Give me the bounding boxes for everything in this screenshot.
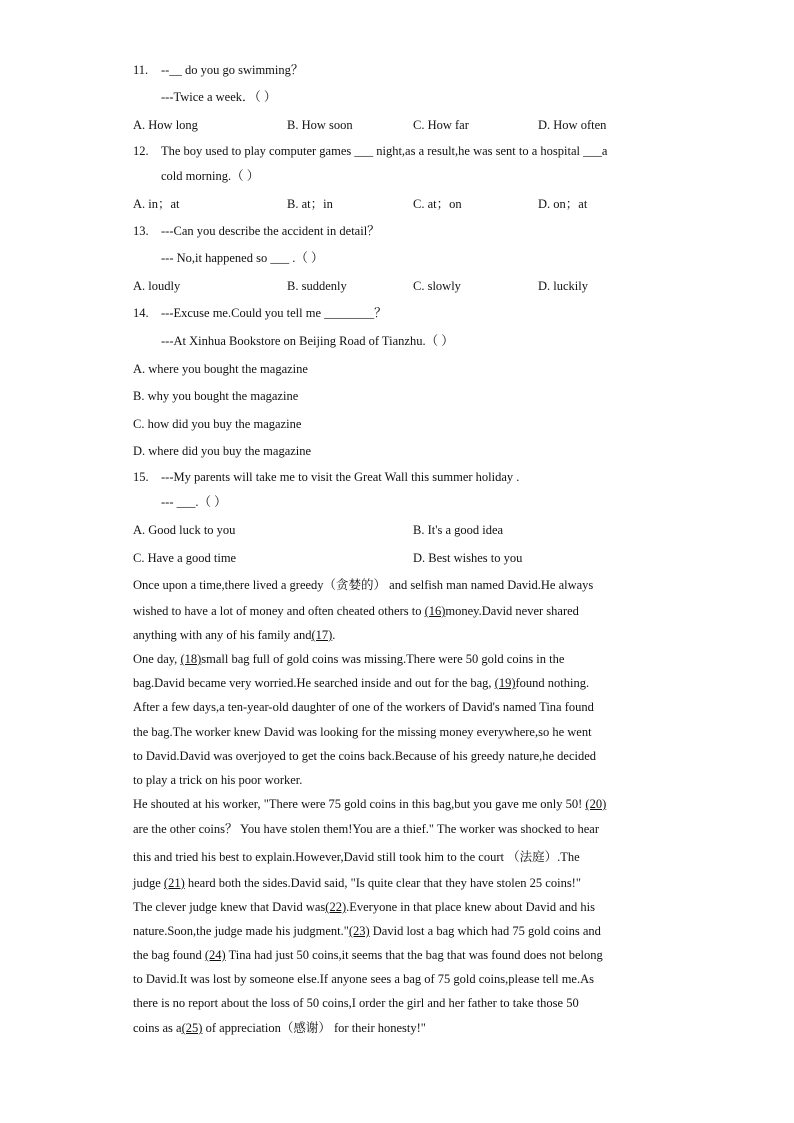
question-13-option-d[interactable]: D. luckily <box>538 279 588 293</box>
question-14-option-d[interactable]: D. where did you buy the magazine <box>133 444 312 458</box>
question-11-option-b[interactable]: B. How soon <box>287 118 353 132</box>
passage-line: nature.Soon,the judge made his judgment."(23) David lost a bag which had 75 gold coins and <box>133 924 601 938</box>
passage-line: to play a trick on his poor worker. <box>133 773 303 787</box>
question-11-option-d[interactable]: D. How often <box>538 118 607 132</box>
question-13-option-b[interactable]: B. suddenly <box>287 279 347 293</box>
passage-line: After a few days,a ten-year-old daughter of one of the workers of David's named Tina found <box>133 700 594 714</box>
passage-line: the bag found (24) Tina had just 50 coins,it seems that the bag that was found does not belong <box>133 948 603 962</box>
blank-22: (22) <box>325 900 347 914</box>
question-15-stem: ---My parents will take me to visit the Great Wall this summer holiday . <box>161 470 520 484</box>
question-12-option-a[interactable]: A. in；at <box>133 197 180 211</box>
question-15-reply: --- ___.（ ） <box>161 495 227 509</box>
blank-20: (20) <box>585 797 607 811</box>
question-13-option-a[interactable]: A. loudly <box>133 279 181 293</box>
blank-18: (18) <box>180 652 202 666</box>
passage-line: are the other coins？ You have stolen them!You are a thief." The worker was shocked to hear <box>133 822 599 836</box>
blank-17: (17) <box>311 628 333 642</box>
question-14-reply: ---At Xinhua Bookstore on Beijing Road of Tianzhu.（ ） <box>161 334 454 348</box>
passage-line: coins as a(25) of appreciation（感谢） for their honesty!" <box>133 1021 426 1035</box>
passage-line: judge (21) heard both the sides.David said, "Is quite clear that they have stolen 25 coins!" <box>133 876 581 890</box>
question-13-option-c[interactable]: C. slowly <box>413 279 461 293</box>
question-11-option-a[interactable]: A. How long <box>133 118 198 132</box>
question-15-number: 15. <box>133 470 149 484</box>
passage-line: this and tried his best to explain.However,David still took him to the court （法庭）.The <box>133 850 580 864</box>
question-12-option-b[interactable]: B. at；in <box>287 197 333 211</box>
passage-line: there is no report about the loss of 50 coins,I order the girl and her father to take those 50 <box>133 996 579 1010</box>
question-11-number: 11. <box>133 63 149 77</box>
question-15-option-d[interactable]: D. Best wishes to you <box>413 551 523 565</box>
passage-line: the bag.The worker knew David was looking for the missing money everywhere,so he went <box>133 725 592 739</box>
blank-16: (16) <box>424 604 446 618</box>
question-14-option-c[interactable]: C. how did you buy the magazine <box>133 417 302 431</box>
passage-line: He shouted at his worker, "There were 75 gold coins in this bag,but you gave me only 50! (20) <box>133 797 607 811</box>
question-15-option-a[interactable]: A. Good luck to you <box>133 523 236 537</box>
question-15-option-b[interactable]: B. It's a good idea <box>413 523 504 537</box>
question-14-option-a[interactable]: A. where you bought the magazine <box>133 362 308 376</box>
blank-23: (23) <box>348 924 370 938</box>
question-15-option-c[interactable]: C. Have a good time <box>133 551 237 565</box>
question-12-number: 12. <box>133 144 149 158</box>
blank-21: (21) <box>163 876 185 890</box>
passage-line: to David.It was lost by someone else.If anyone sees a bag of 75 gold coins,please tell me.As <box>133 972 594 986</box>
question-11-option-c[interactable]: C. How far <box>413 118 469 132</box>
question-13-stem: ---Can you describe the accident in detail？ <box>161 224 380 238</box>
question-12-stem-continued: cold morning.（ ） <box>161 169 260 183</box>
question-13-number: 13. <box>133 224 149 238</box>
blank-24: (24) <box>204 948 226 962</box>
passage-line: Once upon a time,there lived a greedy（贪婪的） and selfish man named David.He always <box>133 578 594 592</box>
passage-line: The clever judge knew that David was(22).Everyone in that place knew about David and his <box>133 900 596 914</box>
question-14-stem: ---Excuse me.Could you tell me ________？ <box>161 306 387 320</box>
question-12-option-d[interactable]: D. on；at <box>538 197 588 211</box>
blank-25: (25) <box>181 1021 203 1035</box>
question-12-stem: The boy used to play computer games ___ night,as a result,he was sent to a hospital ___a <box>161 144 608 158</box>
question-14-option-b[interactable]: B. why you bought the magazine <box>133 389 299 403</box>
passage-line: anything with any of his family and(17). <box>133 628 336 642</box>
passage-line: bag.David became very worried.He searched inside and out for the bag, (19)found nothing. <box>133 676 590 690</box>
question-14-number: 14. <box>133 306 149 320</box>
passage-line: to David.David was overjoyed to get the coins back.Because of his greedy nature,he decided <box>133 749 597 763</box>
passage-line: wished to have a lot of money and often cheated others to (16)money.David never shared <box>133 604 579 618</box>
question-11-reply: ---Twice a week．（ ） <box>161 90 277 104</box>
question-13-reply: --- No,it happened so ___ .（ ） <box>161 251 324 265</box>
question-11-stem: --__ do you go swimming？ <box>161 63 304 77</box>
question-12-option-c[interactable]: C. at；on <box>413 197 462 211</box>
passage-line: One day, (18)small bag full of gold coins was missing.There were 50 gold coins in the <box>133 652 565 666</box>
blank-19: (19) <box>494 676 516 690</box>
